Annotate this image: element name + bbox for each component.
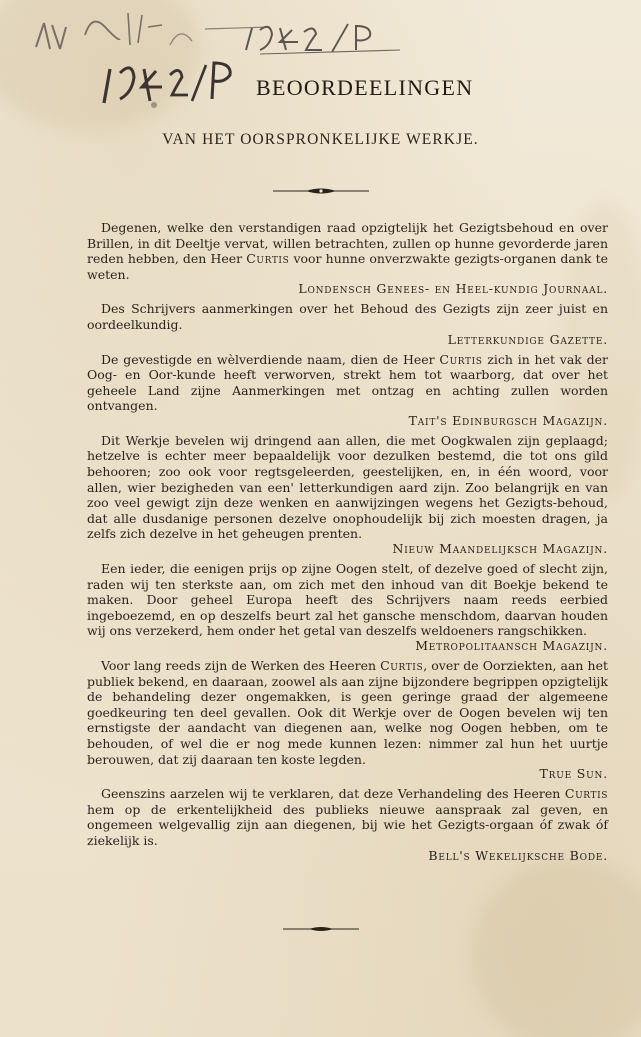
ornament-rule-icon [281,925,361,933]
page-subtitle: VAN HET OORSPRONKELIJKE WERKJE. [162,131,479,148]
handwritten-number [240,20,410,60]
review-source: True Sun. [539,766,608,782]
review-text: voor hunne onverzwakte gezigts-organen dank te weten. [87,251,609,282]
review-source: Metropolitaansch Magazijn. [415,638,608,653]
review-entry [87,220,608,297]
author-name: Curtis [380,657,424,673]
review-source: Letterkundige Gazette. [447,331,608,347]
author-name: Curtis [564,786,608,802]
ornament-rule-icon [271,186,371,196]
review-entry [87,658,608,782]
review-text: Een ieder, die eenigen prijs op zijne Oogen stelt, of dezelve goed of slecht zijn, raden wij ten sterkste aan, om zich met den inhoud van dit Boekje bekend te maken. Door geheel Europa heeft des Schrijvers naam reeds eerbied ingeboezemd, en op deszelfs beurt zal het gansche menschdom, daarvan houden wij ons verzekerd, hem onder het getal van deszelfs weldoeners rangschikken. [87,561,608,639]
review-text: Des Schrijvers aanmerkingen over het Behoud des Gezigts zijn zeer juist en oordeelkundig. [87,301,608,332]
author-name: Curtis [439,351,483,367]
review-source: Nieuw Maandelijksch Magazijn. [392,541,608,557]
review-text: zich in het vak der Oog- en Oor-kunde heeft verworven, strekt hem tot waarborg, dat over het geheele Land zijne Aanmerkingen met ontzag en achting zullen worden ontvangen. [87,351,608,414]
review-entry [87,352,608,429]
author-name: Curtis [246,251,290,267]
bottom-ornament-rule [0,918,641,937]
review-entry [87,561,608,654]
review-text: De gevestigde en wèlverdiende naam, dien de Heer [101,351,440,367]
review-text: Dit Werkje bevelen wij dringend aan allen, die met Oogkwalen zijn geplaagd; hetzelve is echter meer bepaaldelijk voor dezulken bestemd, die tot ons gild behooren; zoo ook voor regtsgeleerden, geestelijken, en, in één woord, voor allen, wier bezigheden van een' letterkundigen aard zijn. Zoo belangrijk en van zoo veel gewigt zijn deze wenken en aanwijzingen wegens het Gezigts-behoud, dat alle dusdanige personen dezelve onophoudelijk bij zich moesten dragen, ja zelfs zich dezelve in het geheugen prenten. [87,432,608,542]
review-source: Bell's Wekelijksche Bode. [428,847,608,863]
review-source: Tait's Edinburgsch Magazijn. [408,412,608,428]
review-source: Londensch Genees- en Heel-kundig Journaal. [298,281,608,297]
review-text: Voor lang reeds zijn de Werken des Heeren [101,657,381,673]
page-title: BEOORDEELINGEN [256,75,474,100]
review-entry [87,301,608,347]
review-entry [87,433,608,557]
review-text: , over de Oorziekten, aan het publiek bekend, en daaraan, zoowel als aan zijne bijzondere begrippen opzigtelijk de behandeling dezer ongemakken, is geen geringe graad der algemeene goedkeuring ten deel gevallen. Ook dit Werkje over de Oogen bevelen wij ten ernstigste der aandacht van diegenen aan, welke nog Oogen hebben, om te behouden, of wel die er nog mede kunnen lezen: nimmer zal hun het uurtje berouwen, dat zij daaraan ten koste legden. [87,657,609,767]
review-text: hem op de erkentelijkheid des publieks nieuwe aanspraak zal geven, en ongemeen welgevallig zijn aan diegenen, bij wie het Gezigts-orgaan óf zwak óf ziekelijk is. [87,801,608,848]
paper-stain [470,860,641,1037]
review-text: Degenen, welke den verstandigen raad opzigtelijk het Gezigtsbehoud en over Brillen, in dit Deeltje vervat, willen betrachten, zullen op hunne gevorderde jaren reden hebben, den Heer [87,220,608,267]
review-entry [87,786,608,863]
library-stamp-number [96,55,251,115]
review-text: Geenszins aarzelen wij te verklaren, dat deze Verhandeling des Heeren [101,786,565,802]
reviews-body [87,220,608,867]
top-ornament-rule [0,181,641,200]
